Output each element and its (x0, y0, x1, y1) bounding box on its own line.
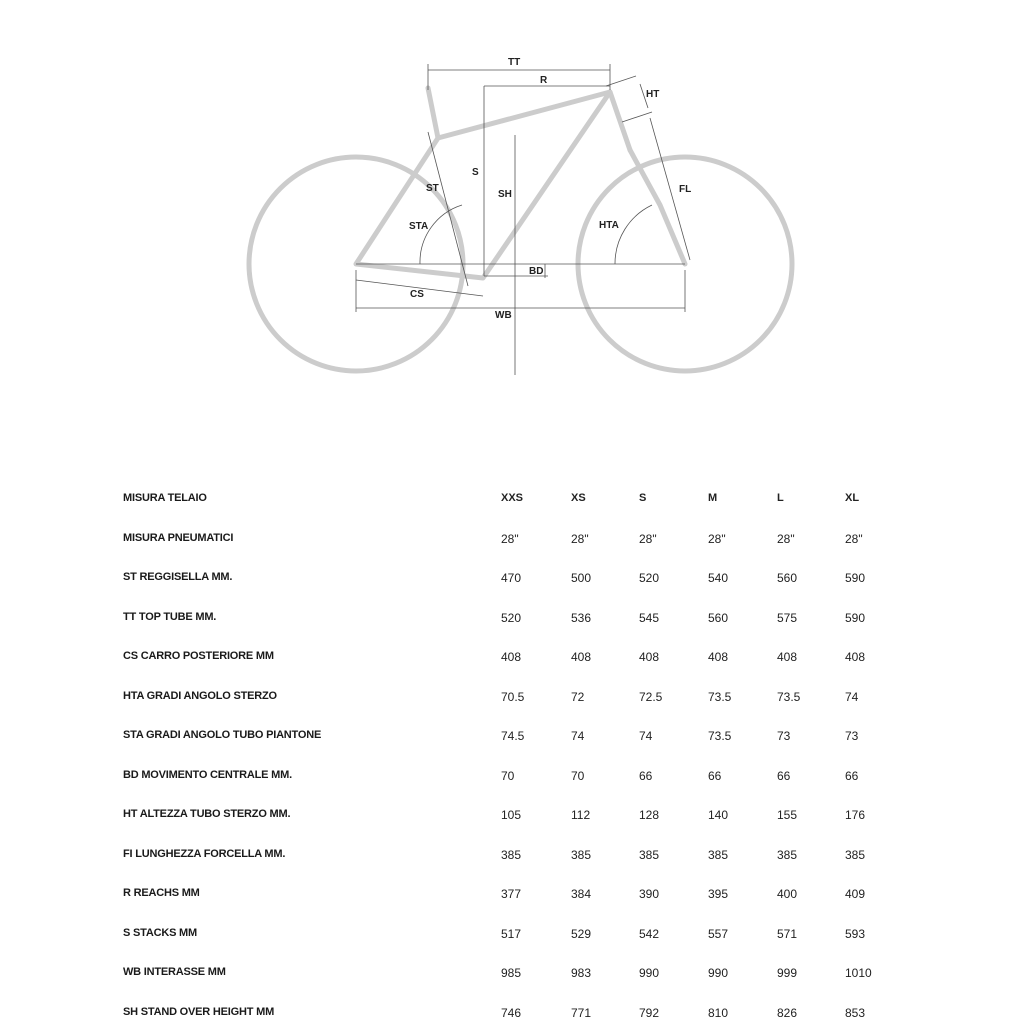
table-cell: 395 (708, 887, 728, 901)
size-l: L (777, 492, 784, 504)
table-cell: 999 (777, 966, 797, 980)
table-cell: 384 (571, 887, 591, 901)
row-label: ST REGGISELLA MM. (123, 571, 232, 583)
size-xl: XL (845, 492, 859, 504)
table-cell: 571 (777, 927, 797, 941)
table-cell: 990 (639, 966, 659, 980)
table-cell: 73 (845, 729, 858, 743)
table-cell: 590 (845, 571, 865, 585)
row-label: WB INTERASSE MM (123, 966, 226, 978)
label-fl: FL (679, 184, 691, 195)
table-cell: 390 (639, 887, 659, 901)
label-s: S (472, 167, 479, 178)
table-cell: 560 (708, 611, 728, 625)
row-label: FI LUNGHEZZA FORCELLA MM. (123, 848, 285, 860)
table-cell: 66 (708, 769, 721, 783)
table-cell: 408 (708, 650, 728, 664)
label-hta: HTA (599, 220, 619, 231)
table-cell: 73.5 (708, 729, 731, 743)
seat-post (428, 88, 438, 138)
table-cell: 176 (845, 808, 865, 822)
table-cell: 155 (777, 808, 797, 822)
table-cell: 28" (708, 532, 726, 546)
label-r: R (540, 75, 548, 86)
table-cell: 590 (845, 611, 865, 625)
table-cell: 73.5 (708, 690, 731, 704)
table-cell: 385 (845, 848, 865, 862)
table-cell: 66 (639, 769, 652, 783)
label-bd: BD (529, 266, 543, 277)
table-cell: 74 (571, 729, 584, 743)
label-sh: SH (498, 189, 512, 200)
table-cell: 72.5 (639, 690, 662, 704)
row-label: HT ALTEZZA TUBO STERZO MM. (123, 808, 290, 820)
label-sta: STA (409, 221, 428, 232)
row-label: BD MOVIMENTO CENTRALE MM. (123, 769, 292, 781)
table-cell: 377 (501, 887, 521, 901)
table-cell: 985 (501, 966, 521, 980)
table-cell: 385 (777, 848, 797, 862)
table-cell: 408 (501, 650, 521, 664)
table-cell: 66 (777, 769, 790, 783)
row-label: CS CARRO POSTERIORE MM (123, 650, 274, 662)
table-cell: 66 (845, 769, 858, 783)
head-tube (610, 92, 630, 150)
table-cell: 74 (845, 690, 858, 704)
table-cell: 792 (639, 1006, 659, 1020)
table-cell: 28" (777, 532, 795, 546)
row-label: R REACHS MM (123, 887, 200, 899)
row-label: HTA GRADI ANGOLO STERZO (123, 690, 277, 702)
table-cell: 70 (571, 769, 584, 783)
label-ht: HT (646, 89, 659, 100)
label-cs: CS (410, 289, 424, 300)
label-tt: TT (508, 57, 520, 68)
bike-geometry-diagram (0, 0, 1024, 400)
table-header-row (118, 479, 908, 519)
table-cell: 128 (639, 808, 659, 822)
size-xxs: XXS (501, 492, 523, 504)
table-cell: 28" (639, 532, 657, 546)
table-cell: 536 (571, 611, 591, 625)
size-xs: XS (571, 492, 586, 504)
table-cell: 408 (639, 650, 659, 664)
table-cell: 542 (639, 927, 659, 941)
table-cell: 385 (571, 848, 591, 862)
table-row (118, 795, 908, 835)
table-row (118, 993, 908, 1032)
table-cell: 826 (777, 1006, 797, 1020)
table-row (118, 519, 908, 559)
row-label: STA GRADI ANGOLO TUBO PIANTONE (123, 729, 321, 741)
table-row (118, 677, 908, 717)
table-cell: 28" (845, 532, 863, 546)
table-cell: 73.5 (777, 690, 800, 704)
table-cell: 385 (708, 848, 728, 862)
table-cell: 408 (777, 650, 797, 664)
geometry-table (118, 479, 908, 1032)
table-cell: 385 (501, 848, 521, 862)
table-cell: 771 (571, 1006, 591, 1020)
table-cell: 529 (571, 927, 591, 941)
row-label: S STACKS MM (123, 927, 197, 939)
table-cell: 140 (708, 808, 728, 822)
table-cell: 810 (708, 1006, 728, 1020)
table-row (118, 756, 908, 796)
table-cell: 990 (708, 966, 728, 980)
fork (630, 150, 685, 264)
table-cell: 1010 (845, 966, 872, 980)
table-cell: 853 (845, 1006, 865, 1020)
table-cell: 408 (845, 650, 865, 664)
table-cell: 70 (501, 769, 514, 783)
table-cell: 105 (501, 808, 521, 822)
table-cell: 73 (777, 729, 790, 743)
header-label: MISURA TELAIO (123, 492, 207, 504)
label-st: ST (426, 183, 439, 194)
table-cell: 385 (639, 848, 659, 862)
table-cell: 72 (571, 690, 584, 704)
table-cell: 983 (571, 966, 591, 980)
table-row (118, 835, 908, 875)
size-s: S (639, 492, 646, 504)
table-cell: 112 (571, 808, 590, 822)
table-cell: 74.5 (501, 729, 524, 743)
table-cell: 408 (571, 650, 591, 664)
table-cell: 74 (639, 729, 652, 743)
table-cell: 470 (501, 571, 521, 585)
table-cell: 540 (708, 571, 728, 585)
table-cell: 593 (845, 927, 865, 941)
table-cell: 520 (639, 571, 659, 585)
table-row (118, 953, 908, 993)
row-label: TT TOP TUBE MM. (123, 611, 216, 623)
size-m: M (708, 492, 717, 504)
row-label: MISURA PNEUMATICI (123, 532, 233, 544)
table-row (118, 874, 908, 914)
table-cell: 500 (571, 571, 591, 585)
table-cell: 70.5 (501, 690, 524, 704)
table-cell: 28" (571, 532, 589, 546)
table-row (118, 637, 908, 677)
table-row (118, 716, 908, 756)
bike-frame (356, 92, 610, 278)
table-cell: 409 (845, 887, 865, 901)
row-label: SH STAND OVER HEIGHT MM (123, 1006, 274, 1018)
table-cell: 575 (777, 611, 797, 625)
table-cell: 400 (777, 887, 797, 901)
table-cell: 520 (501, 611, 521, 625)
table-cell: 517 (501, 927, 521, 941)
table-cell: 545 (639, 611, 659, 625)
table-cell: 746 (501, 1006, 521, 1020)
table-row (118, 598, 908, 638)
table-row (118, 558, 908, 598)
table-cell: 560 (777, 571, 797, 585)
label-wb: WB (495, 310, 512, 321)
table-row (118, 914, 908, 954)
table-cell: 28" (501, 532, 519, 546)
table-cell: 557 (708, 927, 728, 941)
